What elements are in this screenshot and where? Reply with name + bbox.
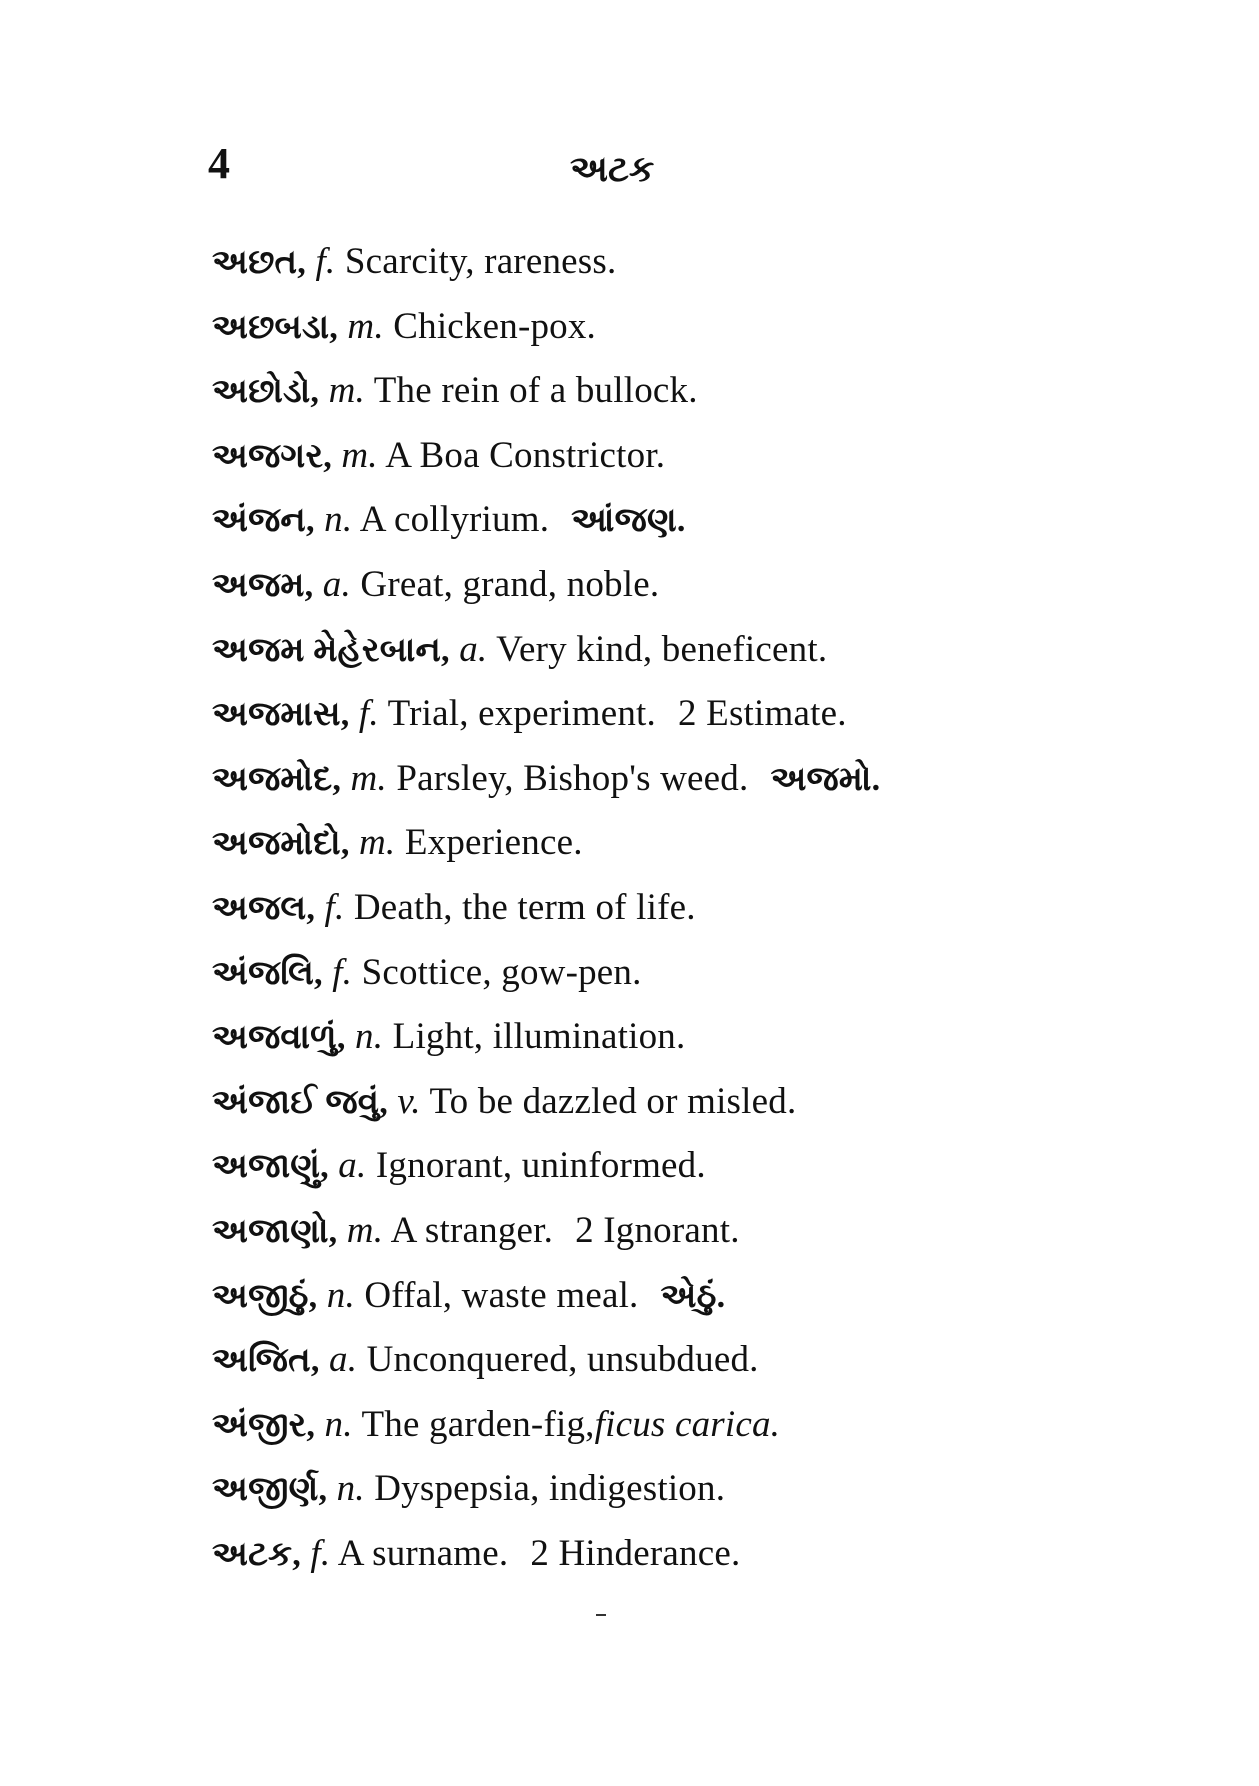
dictionary-entry (212, 494, 1172, 559)
entry-definition: Unconquered, unsubdued. (366, 1339, 759, 1381)
entry-variant: 2 Hinderance. (530, 1532, 741, 1574)
entry-part-of-speech: n. (326, 1274, 355, 1316)
entry-headword: અજીર્ણ, (212, 1471, 328, 1509)
entry-definition: The garden-fig, (361, 1403, 595, 1445)
entry-headword: અછબડા, (212, 308, 338, 346)
entry-headword: અજવાળું, (212, 1019, 346, 1057)
entry-part-of-speech: n. (336, 1468, 365, 1510)
entry-part-of-speech: m. (359, 822, 396, 864)
entry-definition: Great, grand, noble. (360, 563, 660, 605)
dictionary-entry (212, 1463, 1172, 1528)
entry-definition: Light, illumination. (392, 1016, 686, 1058)
dictionary-entry (212, 1011, 1172, 1076)
entry-part-of-speech: n. (324, 499, 353, 541)
entry-definition: Death, the term of life. (353, 886, 696, 928)
entry-definition: Parsley, Bishop's weed. (396, 757, 749, 799)
dictionary-entry (212, 1528, 1172, 1593)
entry-definition: A collyrium. (359, 499, 550, 541)
entry-definition: Dyspepsia, indigestion. (374, 1468, 726, 1510)
dictionary-entry (212, 1399, 1172, 1464)
dictionary-entry (212, 817, 1172, 882)
dictionary-entry (212, 236, 1172, 301)
entry-headword: અંજાઈ જવું, (212, 1083, 388, 1121)
entry-definition: Scottice, gow-pen. (361, 951, 642, 993)
entry-part-of-speech: n. (324, 1403, 353, 1445)
entry-headword: અજમ, (212, 566, 314, 604)
entry-part-of-speech: f. (332, 951, 353, 993)
entry-variant: આંજણ. (571, 502, 686, 540)
dictionary-entry (212, 1334, 1172, 1399)
dictionary-entry (212, 559, 1172, 624)
entry-headword: અંજન, (212, 502, 315, 540)
entry-headword: અજલ, (212, 889, 316, 927)
bottom-mark (596, 1614, 606, 1616)
entry-definition: A stranger. (390, 1209, 554, 1251)
entry-part-of-speech: f. (310, 1532, 331, 1574)
entry-definition: Offal, waste meal. (364, 1274, 639, 1316)
entry-variant: 2 Estimate. (678, 693, 847, 735)
entry-variant: અજમો. (770, 760, 881, 798)
entry-definition: A Boa Constrictor. (385, 434, 666, 476)
entry-headword: અજમોદ, (212, 760, 342, 798)
entry-part-of-speech: v. (397, 1080, 421, 1122)
dictionary-entries (212, 236, 1172, 1592)
entry-headword: અજીઠું, (212, 1277, 318, 1315)
entry-headword: અછત, (212, 244, 306, 281)
entry-definition: Ignorant, uninformed. (375, 1145, 706, 1187)
entry-headword: અજિત, (212, 1342, 320, 1380)
entry-headword: અજમાસ, (212, 696, 350, 734)
entry-part-of-speech: m. (347, 305, 384, 347)
entry-variant: 2 Ignorant. (575, 1209, 740, 1251)
entry-variant: એઠું. (660, 1277, 726, 1315)
entry-definition: The rein of a bullock. (373, 370, 698, 412)
dictionary-entry (212, 753, 1172, 818)
running-head: અટક (570, 149, 655, 189)
page-number: 4 (208, 139, 230, 188)
entry-part-of-speech: m. (346, 1209, 384, 1251)
entry-part-of-speech: n. (355, 1016, 384, 1058)
entry-definition: Very kind, beneficent. (496, 628, 828, 670)
entry-headword: અછોડો, (212, 373, 320, 411)
entry-definition: Chicken-pox. (393, 305, 597, 347)
entry-headword: અંજલિ, (212, 954, 323, 992)
dictionary-entry (212, 1076, 1172, 1141)
entry-headword: અજાણું, (212, 1148, 329, 1186)
entry-part-of-speech: a. (322, 563, 351, 605)
dictionary-entry (212, 624, 1172, 689)
dictionary-entry (212, 947, 1172, 1012)
entry-part-of-speech: f. (315, 241, 336, 282)
entry-part-of-speech: a. (329, 1339, 358, 1381)
entry-part-of-speech: m. (350, 757, 387, 799)
entry-part-of-speech: a. (338, 1145, 367, 1187)
dictionary-entry (212, 430, 1172, 495)
entry-part-of-speech: f. (324, 886, 345, 928)
entry-part-of-speech: m. (341, 434, 378, 476)
entry-headword: અજમ મેહેરબાન, (212, 631, 450, 669)
entry-headword: અજગર, (212, 437, 332, 475)
entry-definition: Experience. (404, 822, 583, 864)
dictionary-entry (212, 301, 1172, 366)
entry-definition-latin: ficus carica. (594, 1403, 781, 1445)
entry-part-of-speech: a. (459, 628, 488, 670)
entry-headword: અજમોદો, (212, 825, 350, 863)
dictionary-entry (212, 1270, 1172, 1335)
entry-definition: Trial, experiment. (387, 693, 656, 735)
entry-definition: To be dazzled or misled. (429, 1080, 797, 1122)
dictionary-entry (212, 1140, 1172, 1205)
dictionary-entry (212, 1205, 1172, 1270)
entry-headword: અજાણો, (212, 1212, 338, 1250)
entry-definition: A surname. (337, 1532, 509, 1574)
dictionary-entry (212, 365, 1172, 430)
entry-headword: અંજીર, (212, 1406, 316, 1444)
dictionary-entry (212, 882, 1172, 947)
entry-part-of-speech: f. (358, 693, 379, 735)
entry-headword: અટક, (212, 1535, 301, 1573)
dictionary-entry (212, 688, 1172, 753)
entry-definition: Scarcity, rareness. (344, 241, 617, 282)
entry-part-of-speech: m. (328, 370, 365, 412)
